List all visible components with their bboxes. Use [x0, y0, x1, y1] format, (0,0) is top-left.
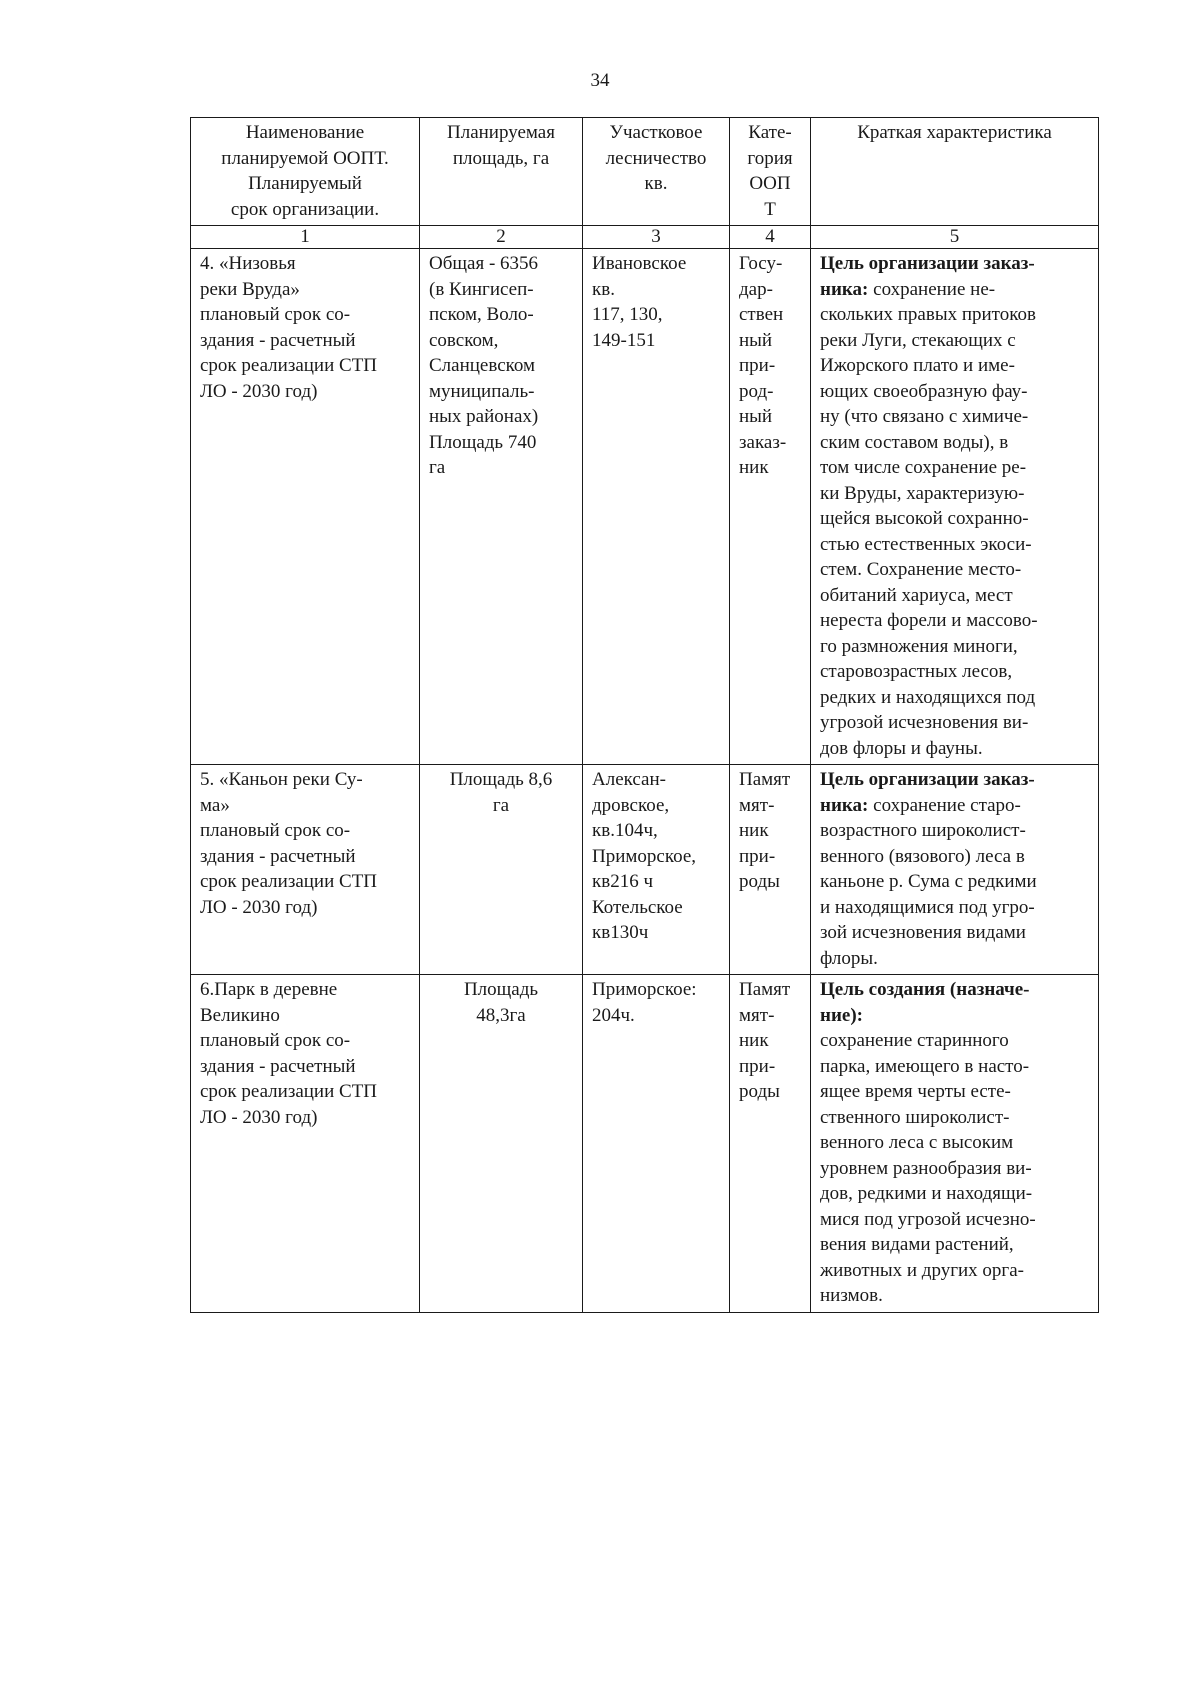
text-line: срок реализации СТП — [200, 1081, 378, 1102]
text-line: стью естественных экоси- — [820, 533, 1032, 555]
text-line: Кате- — [748, 122, 792, 143]
text-line: том числе сохранение ре- — [820, 457, 1027, 478]
description-text: сохранение старо- — [868, 794, 1021, 816]
cell-forestry — [583, 765, 730, 975]
text-line: при- — [739, 845, 776, 867]
text-line: Ижорского плато и име- — [820, 355, 1015, 376]
column-number: 2 — [420, 226, 583, 249]
cell-category — [730, 249, 811, 765]
text-line: зой исчезновения видами — [820, 922, 1026, 943]
text-line: Приморское: — [592, 979, 697, 1000]
text-line: дар- — [739, 278, 773, 300]
text-line: 204ч. — [592, 1004, 635, 1026]
text-line: сохранение старинного — [820, 1030, 1009, 1051]
text-line: здания - расчетный — [200, 329, 356, 351]
header-area — [420, 118, 583, 226]
text-line: мят- — [739, 794, 775, 816]
text-line: нереста форели и массово- — [820, 610, 1038, 631]
text-line: ящее время черты есте- — [820, 1081, 1011, 1102]
text-line: муниципаль- — [429, 380, 535, 402]
cell-description — [811, 249, 1099, 765]
table-row — [191, 249, 1099, 765]
text-line: венного леса с высоким — [820, 1132, 1014, 1153]
text-line: совском, — [429, 329, 499, 351]
text-line: Площадь — [463, 979, 539, 1000]
text-line: реки Вруда» — [200, 278, 300, 300]
text-line: венного (вязового) леса в — [820, 845, 1025, 867]
text-line: скольких правых притоков — [820, 304, 1036, 325]
text-line: дровское, — [592, 794, 670, 816]
text-line: плановый срок со- — [200, 304, 351, 325]
text-line: и находящимися под угро- — [820, 896, 1035, 918]
text-line: стем. Сохранение место- — [820, 559, 1022, 580]
text-line: род- — [739, 380, 774, 402]
text-line: Памят — [739, 979, 791, 1000]
text-line: ма» — [200, 794, 230, 816]
text-line: 117, 130, — [592, 304, 663, 325]
description-heading: Цель организации заказ- — [820, 253, 1035, 274]
description-heading: ника: — [820, 794, 869, 816]
text-line: Общая - 6356 — [429, 253, 539, 274]
column-number: 5 — [811, 226, 1099, 249]
table-row — [191, 975, 1099, 1313]
text-line: гория — [747, 147, 793, 169]
cell-description — [811, 765, 1099, 975]
text-line: га — [429, 457, 446, 478]
text-line: ским составом воды), в — [820, 431, 1009, 453]
cell-name — [191, 975, 420, 1313]
text-line: Наименование — [245, 122, 365, 143]
text-line: срок реализации СТП — [200, 871, 378, 892]
text-line: Планируемый — [248, 173, 362, 194]
text-line: обитаний хариуса, мест — [820, 584, 1013, 606]
header-category — [730, 118, 811, 226]
text-line: Котельское — [592, 896, 683, 918]
text-line: Алексан- — [592, 769, 666, 790]
text-line: кв. — [592, 278, 615, 300]
text-line — [820, 1003, 1089, 1029]
text-line: роды — [739, 1081, 780, 1102]
text-line — [820, 767, 1089, 793]
text-line — [820, 277, 1089, 303]
text-line: площадь, га — [452, 147, 550, 169]
cell-forestry — [583, 249, 730, 765]
header-description — [811, 118, 1099, 226]
text-line: низмов. — [820, 1285, 883, 1306]
text-line: флоры. — [820, 947, 878, 969]
text-line: Памят — [739, 769, 791, 790]
protected-areas-table — [190, 117, 1099, 1313]
text-line: Участковое — [609, 122, 703, 143]
text-line: дов флоры и фауны. — [820, 737, 983, 759]
text-line — [820, 251, 1089, 277]
text-line: 4. «Низовья — [200, 253, 296, 274]
text-line: мят- — [739, 1004, 775, 1026]
text-line: срок реализации СТП — [200, 355, 378, 376]
text-line: ну (что связано с химиче- — [820, 406, 1029, 427]
text-line: Краткая характеристика — [857, 122, 1052, 143]
text-line: кв. — [644, 173, 668, 194]
text-line: мися под угрозой исчезно- — [820, 1208, 1036, 1230]
description-heading: Цель создания (назначе- — [820, 979, 1030, 1000]
page-number: 34 — [590, 70, 610, 91]
text-line: кв216 ч — [592, 871, 654, 892]
text-line: уровнем разнообразия ви- — [820, 1157, 1032, 1179]
text-line: ник — [739, 820, 769, 841]
text-line: 6.Парк в деревне — [200, 979, 338, 1000]
text-line: 5. «Каньон реки Су- — [200, 769, 363, 790]
text-line: ЛО - 2030 год) — [200, 380, 318, 402]
text-line: вения видами растений, — [820, 1234, 1014, 1255]
text-line: роды — [739, 871, 780, 892]
text-line: старовозрастных лесов, — [820, 661, 1013, 682]
text-line: щейся высокой сохранно- — [820, 508, 1029, 529]
cell-name — [191, 249, 420, 765]
text-line: го размножения миноги, — [820, 635, 1018, 657]
cell-area — [420, 765, 583, 975]
text-line: Площадь 8,6 — [449, 769, 553, 790]
description-heading: Цель организации заказ- — [820, 769, 1035, 790]
text-line: пском, Воло- — [429, 304, 534, 325]
text-line: ник — [739, 457, 769, 478]
text-line — [820, 793, 1089, 819]
text-line: здания - расчетный — [200, 1055, 356, 1077]
cell-area — [420, 975, 583, 1313]
header-forestry — [583, 118, 730, 226]
text-line: лесничество — [605, 147, 707, 169]
description-heading: ние): — [820, 1004, 863, 1026]
cell-category — [730, 975, 811, 1313]
table-body — [191, 249, 1099, 1313]
text-line: ный — [739, 406, 773, 427]
text-line: ЛО - 2030 год) — [200, 896, 318, 918]
text-line: Сланцевском — [429, 355, 536, 376]
text-line: ник — [739, 1030, 769, 1051]
text-line: Госу- — [739, 253, 783, 274]
text-line: ственного широколист- — [820, 1106, 1010, 1128]
text-line: при- — [739, 1055, 776, 1077]
text-line: Планируемая — [447, 122, 555, 143]
cell-forestry — [583, 975, 730, 1313]
column-number: 3 — [583, 226, 730, 249]
cell-area — [420, 249, 583, 765]
column-number: 4 — [730, 226, 811, 249]
text-line: (в Кингисеп- — [429, 278, 534, 300]
text-line: Великино — [200, 1004, 280, 1026]
text-line: Ивановское — [592, 253, 687, 274]
text-line: животных и других орга- — [820, 1259, 1024, 1281]
text-line: ный — [739, 329, 773, 351]
table-row — [191, 765, 1099, 975]
text-line: ЛО - 2030 год) — [200, 1106, 318, 1128]
text-line: дов, редкими и находящи- — [820, 1183, 1033, 1204]
text-line: ствен — [739, 304, 784, 325]
text-line: ки Вруды, характеризую- — [820, 482, 1025, 504]
text-line: реки Луги, стекающих с — [820, 329, 1016, 351]
text-line: кв.104ч, — [592, 820, 658, 841]
text-line: срок организации. — [230, 198, 380, 220]
text-line — [820, 977, 1089, 1003]
text-line: кв130ч — [592, 922, 649, 943]
text-line: каньоне р. Сума с редкими — [820, 871, 1037, 892]
text-line: ных районах) — [429, 406, 539, 427]
text-line: ющих своеобразную фау- — [820, 380, 1028, 402]
text-line: га — [492, 794, 510, 816]
description-text: сохранение не- — [868, 278, 996, 300]
text-line: Площадь 740 — [429, 431, 537, 453]
column-number: 1 — [191, 226, 420, 249]
text-line: парка, имеющего в насто- — [820, 1055, 1030, 1077]
text-line: редких и находящихся под — [820, 686, 1036, 708]
text-line: Приморское, — [592, 845, 697, 867]
text-line: плановый срок со- — [200, 820, 351, 841]
column-number-row — [191, 226, 1099, 249]
table-header-row — [191, 118, 1099, 226]
cell-description — [811, 975, 1099, 1313]
cell-name — [191, 765, 420, 975]
text-line: возрастного широколист- — [820, 820, 1026, 841]
text-line: здания - расчетный — [200, 845, 356, 867]
cell-category — [730, 765, 811, 975]
header-name — [191, 118, 420, 226]
description-heading: ника: — [820, 278, 869, 300]
text-line: при- — [739, 355, 776, 376]
text-line: 149-151 — [592, 329, 656, 351]
text-line: заказ- — [739, 431, 787, 453]
text-line: 48,3га — [476, 1004, 526, 1026]
text-line: ООП — [749, 173, 791, 194]
text-line: Т — [764, 198, 776, 220]
text-line: планируемой ООПТ. — [221, 147, 389, 169]
text-line: плановый срок со- — [200, 1030, 351, 1051]
text-line: угрозой исчезновения ви- — [820, 712, 1029, 733]
